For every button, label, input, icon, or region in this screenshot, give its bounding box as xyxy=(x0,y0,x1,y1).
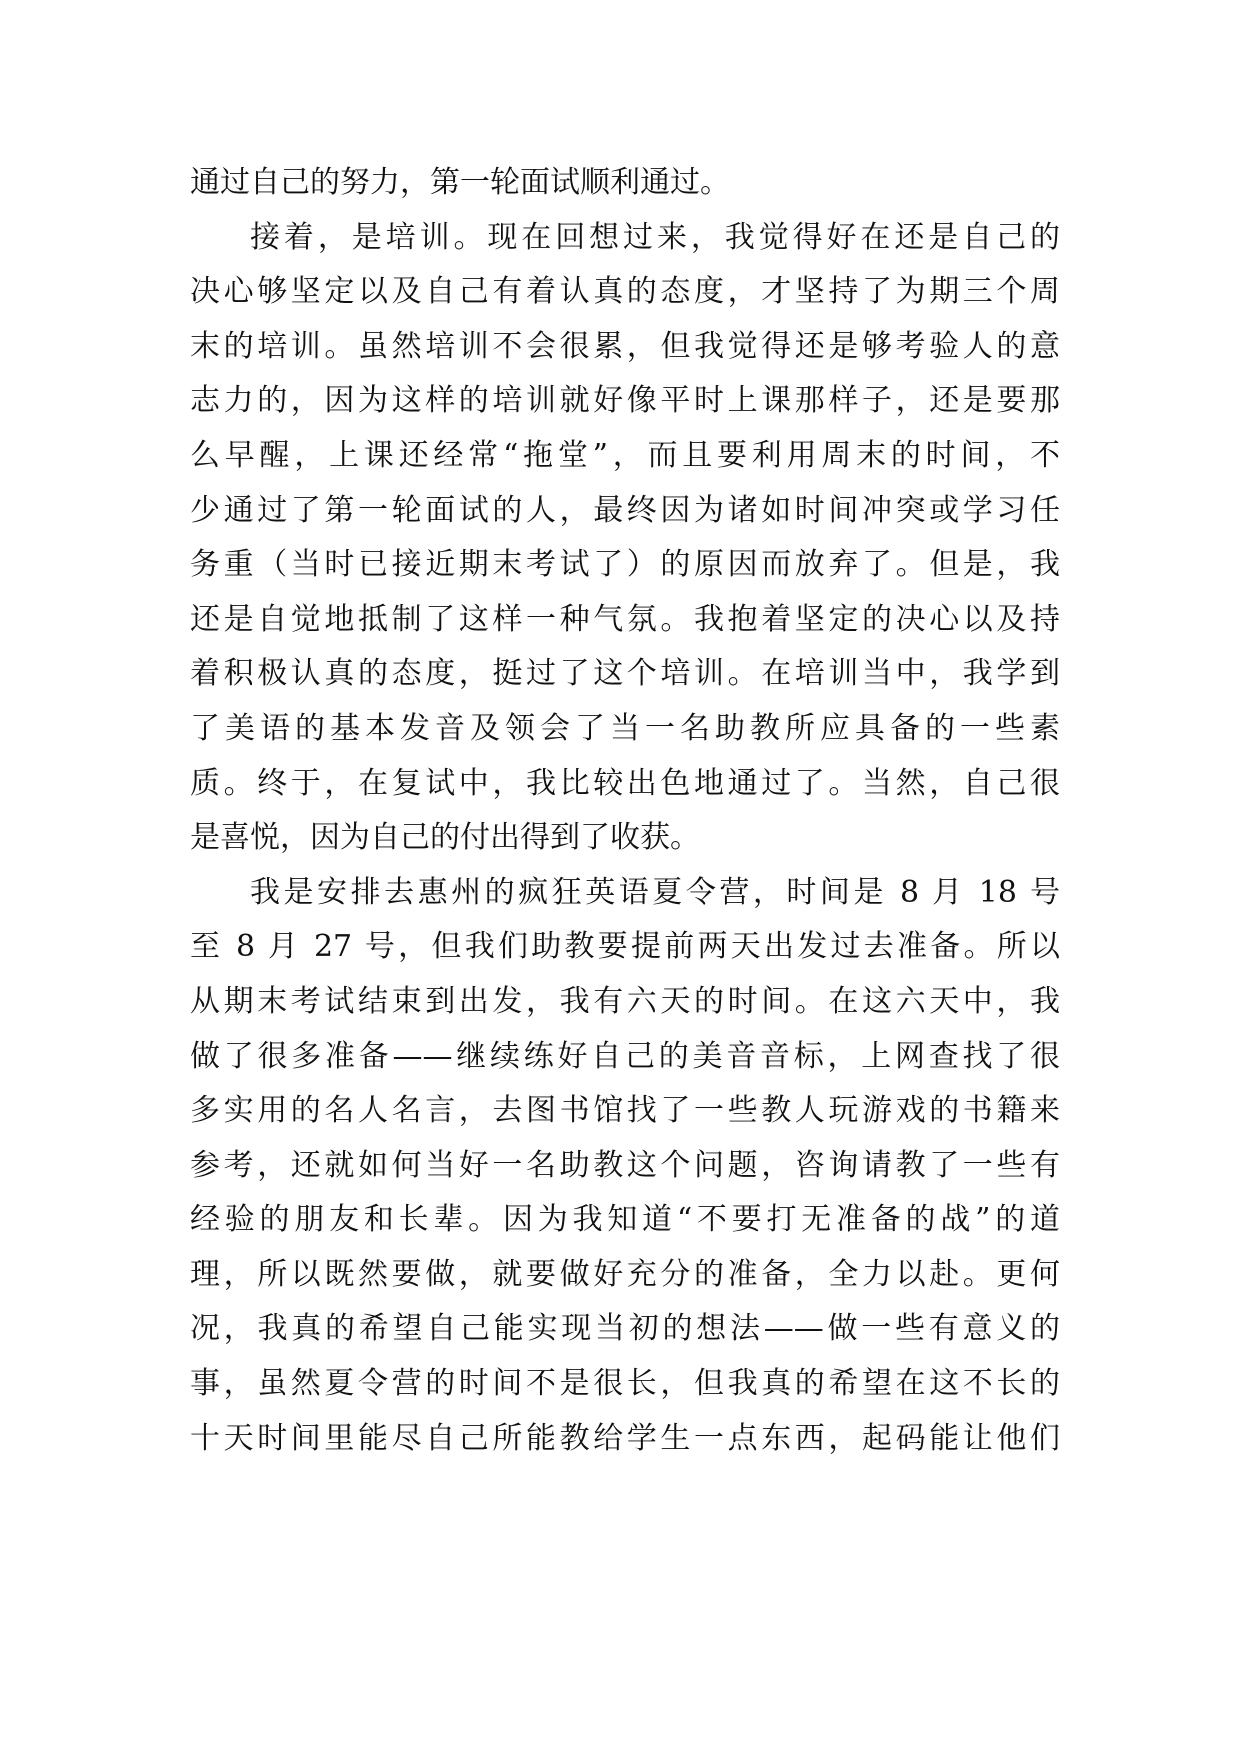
text-line: 至 8 月 27 号，但我们助教要提前两天出发过去准备。所以 xyxy=(190,929,1060,965)
text-line: 务重（当时已接近期末考试了）的原因而放弃了。但是，我 xyxy=(190,547,1060,583)
text-line: 了美语的基本发音及领会了当一名助教所应具备的一些素 xyxy=(190,710,1060,746)
text-line: 志力的，因为这样的培训就好像平时上课那样子，还是要那 xyxy=(190,383,1060,419)
text-line: 参考，还就如何当好一名助教这个问题，咨询请教了一些有 xyxy=(190,1147,1060,1183)
text-line: 理，所以既然要做，就要做好充分的准备，全力以赴。更何 xyxy=(190,1256,1060,1292)
text-line: 么早醒，上课还经常“拖堂”，而且要利用周末的时间，不 xyxy=(190,437,1060,473)
text-line: 从期末考试结束到出发，我有六天的时间。在这六天中，我 xyxy=(190,983,1060,1019)
text-line: 着积极认真的态度，挺过了这个培训。在培训当中，我学到 xyxy=(190,656,1060,692)
text-line: 况，我真的希望自己能实现当初的想法——做一些有意义的 xyxy=(190,1311,1060,1347)
text-line: 质。终于，在复试中，我比较出色地通过了。当然，自己很 xyxy=(190,765,1060,801)
text-line: 通过自己的努力，第一轮面试顺利通过。 xyxy=(190,165,730,200)
text-line: 少通过了第一轮面试的人，最终因为诸如时间冲突或学习任 xyxy=(190,492,1060,528)
text-line: 我是安排去惠州的疯狂英语夏令营，时间是 8 月 18 号 xyxy=(250,874,1060,910)
text-line: 十天时间里能尽自己所能教给学生一点东西，起码能让他们 xyxy=(190,1420,1060,1456)
text-line: 还是自觉地抵制了这样一种气氛。我抱着坚定的决心以及持 xyxy=(190,601,1060,637)
text-line: 做了很多准备——继续练好自己的美音音标，上网查找了很 xyxy=(190,1038,1060,1074)
text-line: 是喜悦，因为自己的付出得到了收获。 xyxy=(190,820,700,856)
text-line: 接着，是培训。现在回想过来，我觉得好在还是自己的 xyxy=(250,219,1060,255)
text-line: 末的培训。虽然培训不会很累，但我觉得还是够考验人的意 xyxy=(190,328,1060,364)
text-line: 事，虽然夏令营的时间不是很长，但我真的希望在这不长的 xyxy=(190,1366,1060,1402)
text-line: 多实用的名人名言，去图书馆找了一些教人玩游戏的书籍来 xyxy=(190,1093,1060,1129)
text-line: 决心够坚定以及自己有着认真的态度，才坚持了为期三个周 xyxy=(190,274,1060,310)
body-text xyxy=(190,156,1060,1466)
text-line: 经验的朋友和长辈。因为我知道“不要打无准备的战”的道 xyxy=(190,1202,1060,1238)
